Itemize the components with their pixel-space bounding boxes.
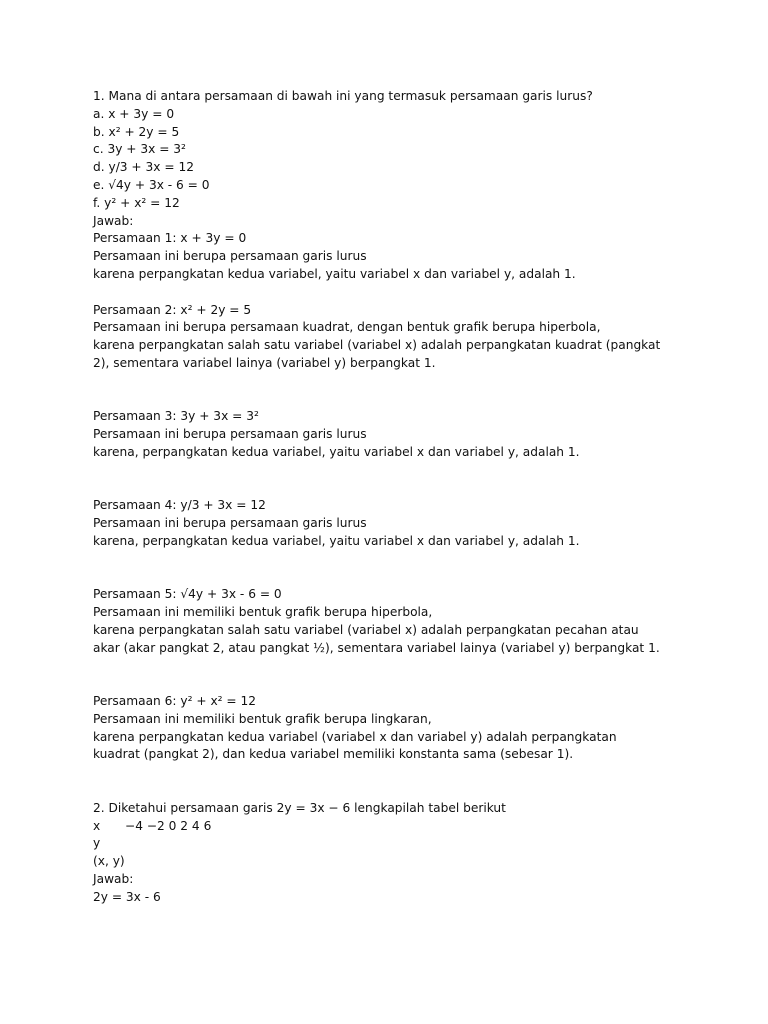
spacer bbox=[93, 373, 733, 409]
answer-5-title: Persamaan 5: √4y + 3x - 6 = 0 bbox=[93, 587, 282, 602]
answer-6-line-3: kuadrat (pangkat 2), dan kedua variabel memiliki konstanta sama (sebesar 1). bbox=[93, 747, 574, 762]
spacer bbox=[93, 764, 733, 800]
answer-5-line-2: karena perpangkatan salah satu variabel (variabel x) adalah perpangkatan pecahan atau bbox=[93, 622, 639, 637]
answer-2-line-3: 2), sementara variabel lainya (variabel y) berpangkat 1. bbox=[93, 355, 436, 370]
table-row-x bbox=[93, 818, 733, 836]
table-x-values: −4 −2 0 2 4 6 bbox=[125, 818, 212, 833]
answer-5-line-3: akar (akar pangkat 2, atau pangkat ½), sementara variabel lainya (variabel y) berpangkat 1. bbox=[93, 640, 660, 655]
answer-2-line-1: Persamaan ini berupa persamaan kuadrat, dengan bentuk grafik berupa hiperbola, bbox=[93, 320, 601, 335]
table-x-label: x bbox=[93, 818, 101, 833]
answer-label-2: Jawab: bbox=[93, 872, 134, 887]
answer-3-line-2: karena, perpangkatan kedua variabel, yaitu variabel x dan variabel y, adalah 1. bbox=[93, 444, 580, 459]
spacer bbox=[93, 284, 733, 302]
answer-2-title: Persamaan 2: x² + 2y = 5 bbox=[93, 302, 252, 317]
answer-4-line-2: karena, perpangkatan kedua variabel, yaitu variabel x dan variabel y, adalah 1. bbox=[93, 533, 580, 548]
spacer bbox=[93, 658, 733, 694]
document-page bbox=[93, 88, 733, 907]
answer-1-line-2: karena perpangkatan kedua variabel, yaitu variabel x dan variabel y, adalah 1. bbox=[93, 266, 576, 281]
answer-3-line-1: Persamaan ini berupa persamaan garis lurus bbox=[93, 427, 367, 442]
option-a: a. x + 3y = 0 bbox=[93, 106, 175, 121]
answer-6-line-1: Persamaan ini memiliki bentuk grafik berupa lingkaran, bbox=[93, 711, 432, 726]
question-2-prompt: 2. Diketahui persamaan garis 2y = 3x − 6 lengkapilah tabel berikut bbox=[93, 800, 506, 815]
spacer bbox=[93, 462, 733, 498]
option-e: e. √4y + 3x - 6 = 0 bbox=[93, 177, 210, 192]
option-c: c. 3y + 3x = 3² bbox=[93, 142, 186, 157]
option-d: d. y/3 + 3x = 12 bbox=[93, 160, 194, 175]
spacer bbox=[93, 551, 733, 587]
question-1-prompt: 1. Mana di antara persamaan di bawah ini yang termasuk persamaan garis lurus? bbox=[93, 89, 593, 103]
answer-1-line-1: Persamaan ini berupa persamaan garis lurus bbox=[93, 249, 367, 264]
answer-4-line-1: Persamaan ini berupa persamaan garis lurus bbox=[93, 516, 367, 531]
answer-3-title: Persamaan 3: 3y + 3x = 3² bbox=[93, 409, 259, 424]
option-f: f. y² + x² = 12 bbox=[93, 195, 180, 210]
table-y-label: y bbox=[93, 836, 101, 851]
option-b: b. x² + 2y = 5 bbox=[93, 124, 180, 139]
answer-4-title: Persamaan 4: y/3 + 3x = 12 bbox=[93, 498, 266, 513]
answer-1-title: Persamaan 1: x + 3y = 0 bbox=[93, 231, 247, 246]
answer-label-1: Jawab: bbox=[93, 213, 134, 228]
table-xy-label: (x, y) bbox=[93, 854, 125, 869]
answer-2-line-2: karena perpangkatan salah satu variabel (variabel x) adalah perpangkatan kuadrat (pangkat bbox=[93, 338, 661, 353]
answer-5-line-1: Persamaan ini memiliki bentuk grafik berupa hiperbola, bbox=[93, 605, 433, 620]
answer-6-title: Persamaan 6: y² + x² = 12 bbox=[93, 694, 257, 709]
answer-6-line-2: karena perpangkatan kedua variabel (variabel x dan variabel y) adalah perpangkatan bbox=[93, 729, 617, 744]
answer-2-equation: 2y = 3x - 6 bbox=[93, 889, 161, 904]
